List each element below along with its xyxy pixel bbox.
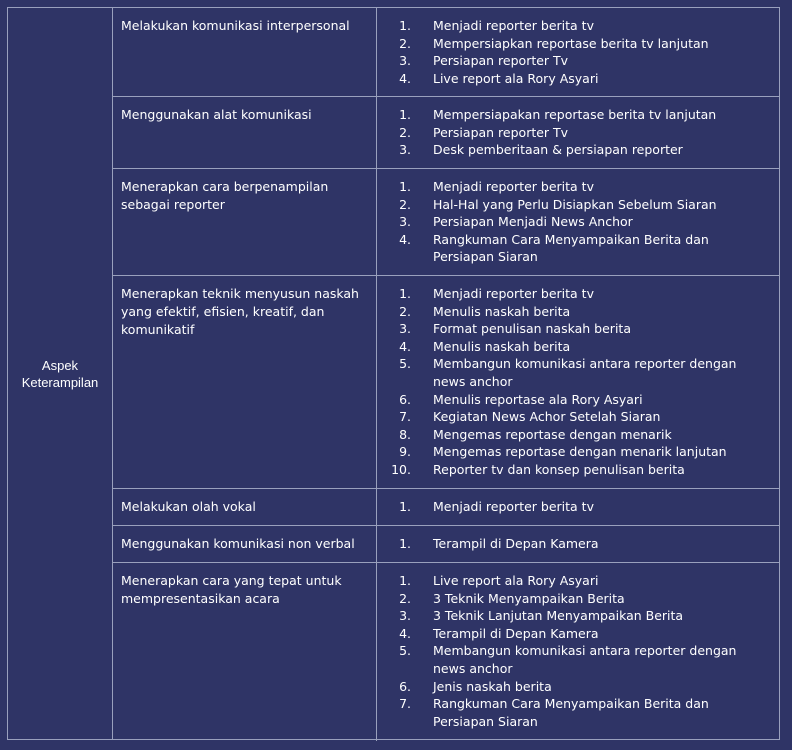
table-row [113, 563, 779, 741]
list-item-text: Membangun komunikasi antara reporter dengan news anchor [433, 643, 737, 676]
aspect-label-line-1: Aspek [41, 357, 79, 373]
table-row [113, 489, 779, 526]
list-number: 1. [399, 107, 411, 122]
list-number: 7. [399, 696, 411, 712]
list-item-text: Reporter tv dan konsep penulisan berita [433, 461, 685, 477]
skill-cell: Menerapkan cara berpenampilan sebagai reporter [113, 169, 377, 275]
list-number: 7. [399, 409, 411, 425]
list-number: 2. [399, 124, 411, 140]
list-item-text: Hal-Hal yang Perlu Disiapkan Sebelum Siaran [433, 196, 717, 212]
list-item [377, 231, 779, 266]
list-number: 1. [399, 499, 411, 514]
list-number: 1. [399, 573, 411, 588]
list-item [377, 590, 779, 608]
list-item-text: Menjadi reporter berita tv [433, 499, 594, 514]
list-item-text: Persiapan reporter Tv [433, 53, 569, 69]
list-number: 5. [399, 643, 411, 659]
skill-cell: Menerapkan teknik menyusun naskah yang efektif, efisien, kreatif, dan komunikatif [113, 276, 377, 488]
list-item [377, 320, 779, 338]
list-number: 1. [399, 18, 411, 33]
list-item [377, 695, 779, 730]
list-item-text: Mempersiapakan reportase berita tv lanjutan [433, 107, 717, 122]
list-number: 3. [399, 608, 411, 624]
list-number: 3. [399, 53, 411, 69]
list-number: 3. [399, 142, 411, 158]
list-item [377, 607, 779, 625]
list-item [377, 443, 779, 461]
list-item-text: 3 Teknik Lanjutan Menyampaikan Berita [433, 608, 684, 624]
list-item [377, 106, 779, 124]
list-item-text: Menjadi reporter berita tv [433, 179, 594, 194]
list-item [377, 408, 779, 426]
list-item [377, 141, 779, 159]
list-number: 6. [399, 391, 411, 407]
table-row [113, 8, 779, 97]
skill-cell: Menerapkan cara yang tepat untuk mempresentasikan acara [113, 563, 377, 741]
list-number: 1. [399, 179, 411, 194]
list-number: 4. [399, 625, 411, 641]
list-number: 3. [399, 321, 411, 337]
list-item-text: Terampil di Depan Kamera [433, 625, 599, 641]
list-item [377, 498, 779, 516]
list-item-text: Mempersiapkan reportase berita tv lanjutan [433, 35, 709, 51]
list-item-text: Rangkuman Cara Menyampaikan Berita dan Persiapan Siaran [433, 231, 709, 265]
table-row [113, 526, 779, 563]
list-number: 1. [399, 286, 411, 301]
list-item [377, 52, 779, 70]
list-item-text: Menulis naskah berita [433, 303, 571, 319]
skill-rows [113, 8, 779, 739]
list-item [377, 426, 779, 444]
list-number: 6. [399, 678, 411, 694]
list-item [377, 625, 779, 643]
topic-list [377, 489, 779, 516]
aspect-label-cell [8, 8, 113, 739]
list-item-text: Kegiatan News Achor Setelah Siaran [433, 409, 661, 425]
list-number: 8. [399, 426, 411, 442]
list-item [377, 303, 779, 321]
skills-table [7, 7, 780, 740]
list-item-text: Menjadi reporter berita tv [433, 286, 594, 301]
list-item [377, 35, 779, 53]
list-item [377, 572, 779, 590]
skill-cell: Menggunakan alat komunikasi [113, 97, 377, 168]
list-item [377, 178, 779, 196]
list-number: 2. [399, 35, 411, 51]
list-item [377, 70, 779, 88]
list-item-text: Live report ala Rory Asyari [433, 70, 599, 86]
aspect-label-line-2: Keterampilan [21, 374, 99, 390]
list-number: 2. [399, 590, 411, 606]
list-item-text: Mengemas reportase dengan menarik [433, 426, 672, 442]
list-item [377, 535, 779, 553]
list-number: 9. [399, 444, 411, 460]
list-item-text: 3 Teknik Menyampaikan Berita [433, 590, 625, 606]
list-number: 2. [399, 196, 411, 212]
list-item [377, 285, 779, 303]
list-number: 4. [399, 338, 411, 354]
list-item [377, 17, 779, 35]
list-item [377, 678, 779, 696]
list-item-text: Terampil di Depan Kamera [433, 536, 599, 551]
topic-list [377, 97, 779, 159]
list-number: 3. [399, 214, 411, 230]
list-item-text: Desk pemberitaan & persiapan reporter [433, 142, 683, 158]
list-item [377, 213, 779, 231]
list-item [377, 196, 779, 214]
table-row [113, 97, 779, 169]
topic-list [377, 276, 779, 479]
list-number: 10. [391, 461, 411, 477]
topic-list [377, 169, 779, 266]
topic-list [377, 526, 779, 553]
list-item [377, 338, 779, 356]
list-item [377, 124, 779, 142]
list-item-text: Mengemas reportase dengan menarik lanjutan [433, 444, 727, 460]
list-item-text: Rangkuman Cara Menyampaikan Berita dan Persiapan Siaran [433, 696, 709, 729]
topic-list [377, 563, 779, 730]
list-number: 1. [399, 536, 411, 551]
skill-cell: Melakukan komunikasi interpersonal [113, 8, 377, 96]
table-row [113, 276, 779, 489]
topic-list [377, 8, 779, 87]
list-item-text: Persiapan Menjadi News Anchor [433, 214, 633, 230]
list-item [377, 391, 779, 409]
skill-cell: Menggunakan komunikasi non verbal [113, 526, 377, 562]
list-item-text: Jenis naskah berita [433, 678, 552, 694]
list-number: 5. [399, 356, 411, 372]
list-item-text: Menjadi reporter berita tv [433, 18, 594, 33]
skill-cell: Melakukan olah vokal [113, 489, 377, 525]
list-item-text: Menulis reportase ala Rory Asyari [433, 391, 643, 407]
list-item-text: Live report ala Rory Asyari [433, 573, 599, 588]
list-item-text: Membangun komunikasi antara reporter dengan news anchor [433, 356, 737, 389]
list-item [377, 461, 779, 479]
list-number: 4. [399, 231, 411, 247]
list-item [377, 355, 779, 390]
table-row [113, 169, 779, 276]
list-item-text: Menulis naskah berita [433, 338, 571, 354]
list-number: 2. [399, 303, 411, 319]
list-item-text: Format penulisan naskah berita [433, 321, 631, 337]
list-item [377, 642, 779, 677]
list-number: 4. [399, 70, 411, 86]
list-item-text: Persiapan reporter Tv [433, 124, 569, 140]
